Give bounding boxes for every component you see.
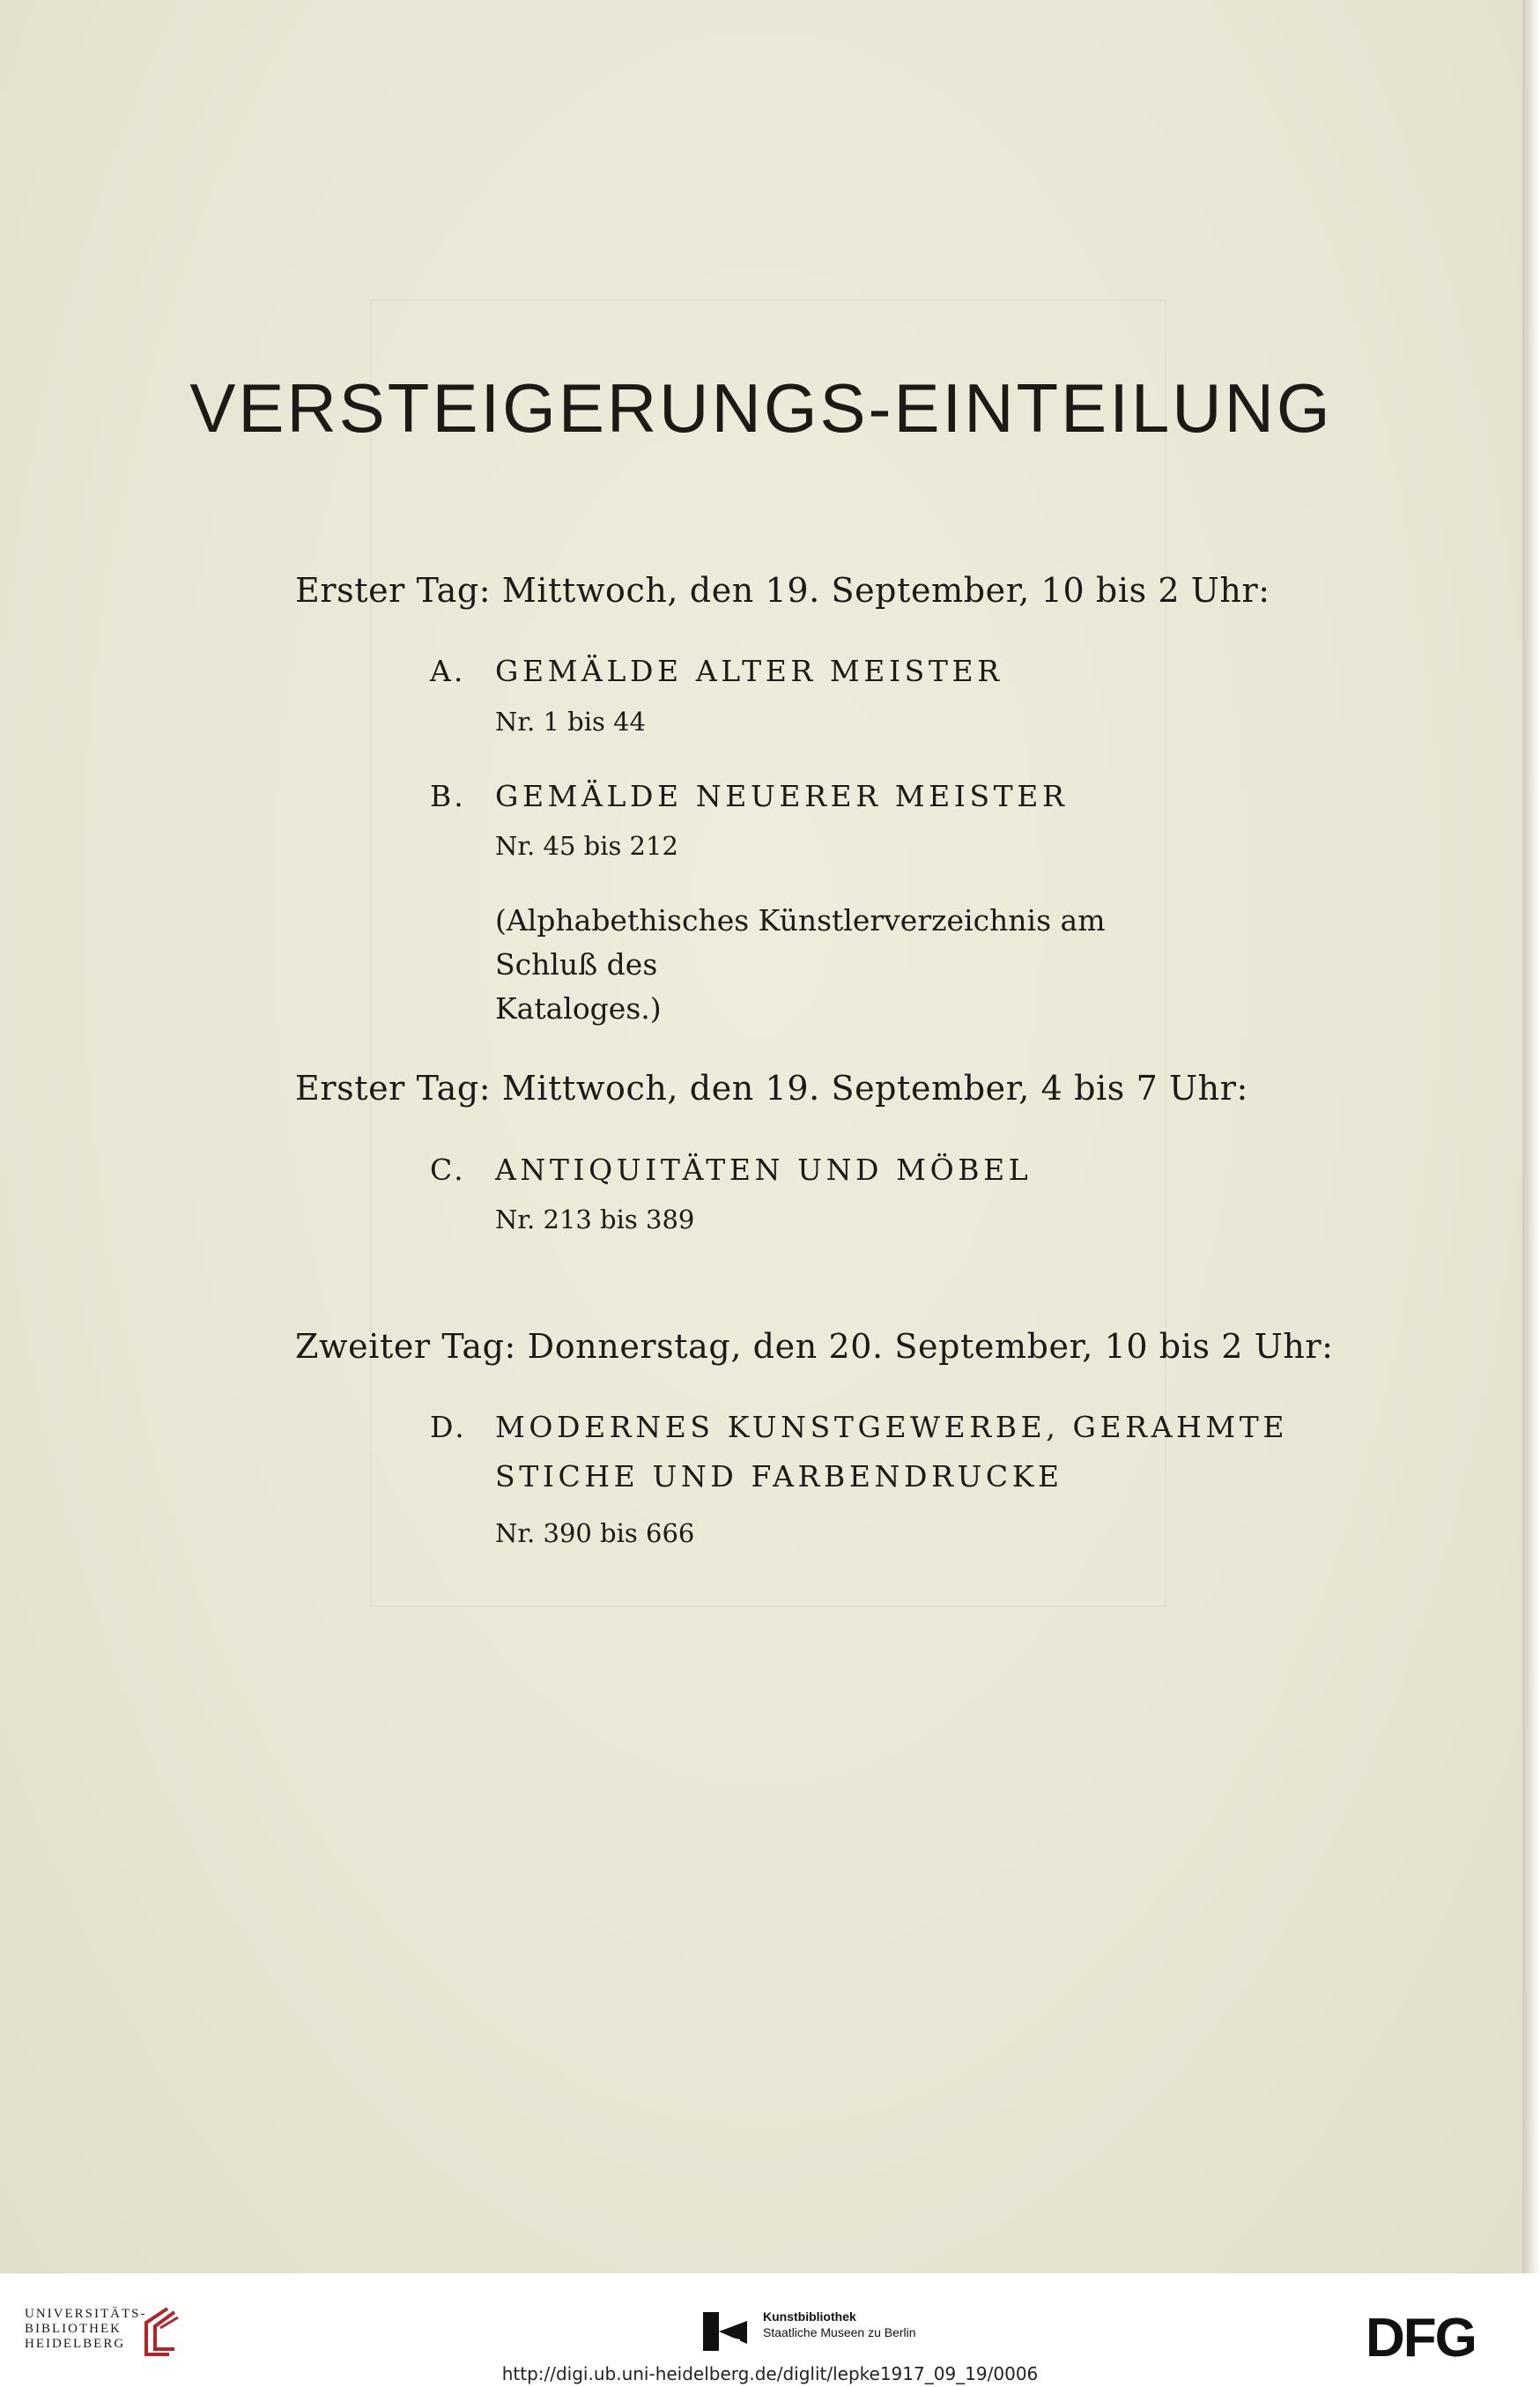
page-url[interactable]: http://digi.ub.uni-heidelberg.de/diglit/lepke1917_09_19/0006	[501, 2363, 1039, 2384]
day-heading-3: Zweiter Tag: Donnerstag, den 20. September, 10 bis 2 Uhr:	[295, 1327, 1334, 1366]
artist-index-note	[495, 899, 1191, 1031]
page-edge-shadow	[1522, 0, 1540, 2273]
section-title-d-line-1: MODERNES KUNSTGEWERBE, GERAHMTE	[495, 1410, 1289, 1444]
section-letter-b: B.	[430, 779, 466, 813]
day-heading-1: Erster Tag: Mittwoch, den 19. September, 10 bis 2 Uhr:	[295, 571, 1270, 610]
day-heading-2: Erster Tag: Mittwoch, den 19. September, 4 bis 7 Uhr:	[295, 1069, 1248, 1108]
note-line: (Alphabethisches Künstlerverzeichnis am Schluß des	[495, 903, 1106, 982]
section-range-b: Nr. 45 bis 212	[495, 831, 678, 861]
kunstbibliothek-name: Kunstbibliothek	[763, 2309, 856, 2324]
section-letter-a: A.	[430, 654, 466, 688]
note-line: Kataloges.)	[495, 991, 662, 1026]
section-range-d: Nr. 390 bis 666	[495, 1518, 695, 1548]
section-range-a: Nr. 1 bis 44	[495, 707, 646, 737]
section-title-a: GEMÄLDE ALTER MEISTER	[495, 654, 1003, 688]
ub-heidelberg-logo-icon[interactable]	[134, 2305, 187, 2360]
footer-bar	[0, 2273, 1540, 2387]
ub-logo-line: BIBLIOTHEK	[25, 2322, 122, 2336]
dfg-logo-text: DFG	[1366, 2312, 1476, 2361]
section-title-d-line-2: STICHE UND FARBENDRUCKE	[495, 1459, 1063, 1494]
section-range-c: Nr. 213 bis 389	[495, 1205, 695, 1234]
section-letter-d: D.	[430, 1410, 467, 1444]
section-title-b: GEMÄLDE NEUERER MEISTER	[495, 779, 1069, 813]
section-title-c: ANTIQUITÄTEN UND MÖBEL	[495, 1153, 1033, 1187]
section-letter-c: C.	[430, 1153, 466, 1187]
page-title: VERSTEIGERUNGS-EINTEILUNG	[189, 369, 1333, 447]
kunstbibliothek-subtitle: Staatliche Museen zu Berlin	[763, 2325, 916, 2339]
kunstbibliothek-logo-icon[interactable]	[703, 2312, 749, 2351]
ub-logo-line: HEIDELBERG	[25, 2337, 126, 2351]
kunstbibliothek-logo-text[interactable]	[763, 2309, 916, 2340]
ub-heidelberg-logo-text[interactable]	[25, 2307, 147, 2352]
dfg-logo-icon[interactable]	[1366, 2312, 1515, 2361]
ub-logo-line: UNIVERSITÄTS-	[25, 2307, 147, 2321]
